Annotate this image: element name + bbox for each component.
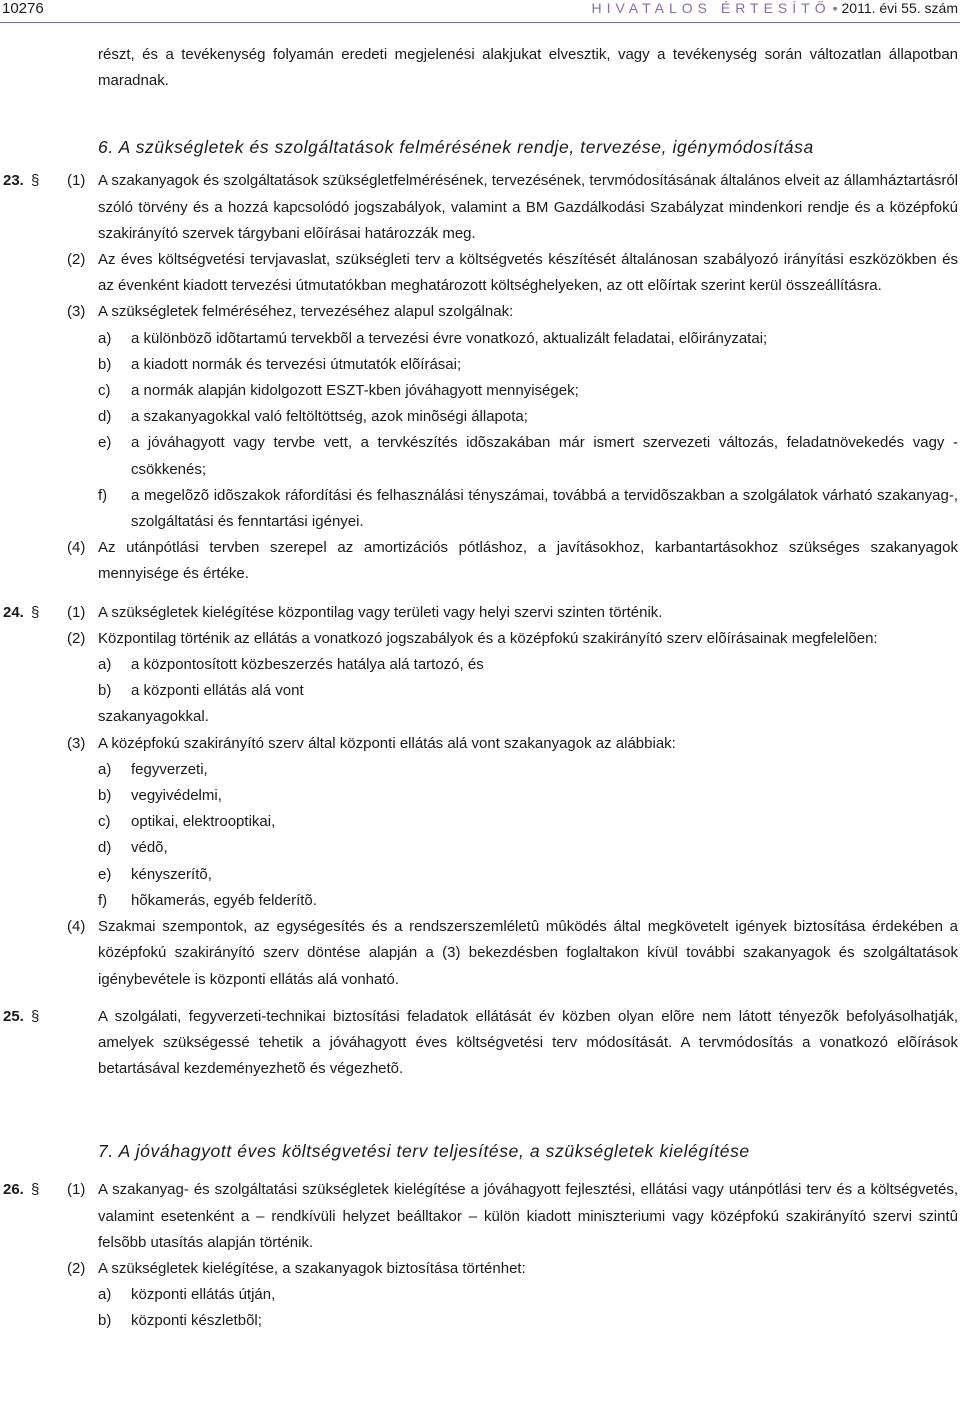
paragraph-text: Az utánpótlási tervben szerepel az amortizációs pótláshoz, a javításokhoz, karbantartásokhoz szükséges szakanyagok mennyisége és értéke. [98,539,958,583]
section-number: 24. [3,603,24,621]
item-label: e) [98,434,112,452]
paragraph-text: A szükségletek felméréséhez, tervezéséhez alapul szolgálnak: [98,303,514,321]
list-item [0,352,960,378]
item-text: a szakanyagokkal való feltöltöttség, azok minõségi állapota; [131,408,528,426]
item-label: d) [98,408,112,426]
section-number: 23. [3,172,24,190]
item-text: a jóváhagyott vagy tervbe vett, a tervkészítés idõszakában már ismert szervezeti változás, feladatnövekedés vagy -csökkenés; [131,434,958,478]
item-label: e) [98,865,112,883]
item-text: a normák alapján kidolgozott ESZT-kben jóváhagyott mennyiségek; [131,382,579,400]
item-text: hõkamerás, egyéb felderítõ. [131,891,317,909]
list-item [0,862,960,888]
list-item [0,378,960,404]
list-item [0,483,960,535]
list-item [0,1282,960,1308]
publication-name: HIVATALOS ÉRTESÍTŐ [591,0,831,16]
item-text: központi készletbõl; [131,1312,262,1330]
list-item [0,757,960,783]
paragraph-number: (3) [67,303,86,321]
paragraph-4 [0,914,960,993]
item-label: d) [98,839,112,857]
item-label: a) [98,329,112,347]
item-label: a) [98,760,112,778]
paragraph-text: A szakanyag- és szolgáltatási szükségletek kielégítése a jóváhagyott fejlesztési, ellátási vagy utánpótlási terv és a költségvetés, valamint esetenként a – rendkívüli helyzet beálltakor – külön kiadott miniszteriumi vagy középfokú szakirányító szervi szintû felsõbb utasítás alapján történik. [98,1181,958,1251]
chapter-6-title: 6. A szükségletek és szolgáltatások felmérésének rendje, tervezése, igénymódosítása [98,137,814,158]
header-rule [0,22,960,23]
section-symbol: § [31,603,40,621]
item-label: f) [98,891,108,909]
list-item [0,1308,960,1334]
item-label: f) [98,486,108,504]
page-number: 10276 [2,0,44,17]
item-text: vegyivédelmi, [131,787,222,805]
item-text: védõ, [131,839,168,857]
list-item [0,430,960,482]
paragraph-3 [0,731,960,757]
paragraph-text: A szükségletek kielégítése, a szakanyagok biztosítása történhet: [98,1259,526,1277]
paragraph-1 [0,1177,960,1256]
list-item [0,652,960,678]
paragraph-text: Az éves költségvetési tervjavaslat, szükségleti terv a költségvetés készítését általánosan szabályozó irányítási eszközökben és az évenként kiadott tervezési útmutatókban meghatározott költséghelyeken, az ott elõírtak szerint kerül összeállításra. [98,251,958,295]
paragraph-text: Központilag történik az ellátás a vonatkozó jogszabályok és a középfokú szakirányító szerv elõírásainak megfelelõen: [98,629,878,647]
paragraph-number: (3) [67,734,86,752]
section-24 [0,600,960,993]
paragraph-number: (4) [67,918,86,936]
paragraph-number: (2) [67,251,86,269]
item-text: a kiadott normák és tervezési útmutatók elõírásai; [131,355,462,373]
item-text: a különbözõ idõtartamú tervekbõl a tervezési évre vonatkozó, aktualizált feladatai, elõirányzatai; [131,329,768,347]
item-label: b) [98,682,112,700]
item-text: optikai, elektrooptikai, [131,813,276,831]
paragraph-text: A középfokú szakirányító szerv által központi ellátás alá vont szakanyagok az alábbiak: [98,734,676,752]
list-item [0,888,960,914]
page-content [0,42,960,1335]
item-label: a) [98,1286,112,1304]
paragraph-2 [0,626,960,652]
item-text: a központosított közbeszerzés hatálya alá tartozó, és [131,656,484,674]
item-label: c) [98,813,111,831]
list-item [0,835,960,861]
paragraph-text: A szolgálati, fegyverzeti-technikai biztosítási feladatok ellátását év közben olyan elõre nem látott tényezõk befolyásolhatják, amelyek szükségessé tehetik a jóváhagyott éves költségvetési terv módosítását. A tervmódosítás a vonatkozó elõírások betartásával kezdeményezhetõ és végezhetõ. [98,1007,958,1078]
item-label: b) [98,355,112,373]
closing-text: szakanyagokkal. [98,708,209,726]
item-text: központi ellátás útján, [131,1286,276,1304]
list-item [0,678,960,704]
paragraph-number: (4) [67,539,86,557]
list-item [0,326,960,352]
item-text: a megelõzõ idõszakok ráfordítási és felhasználási tényszámai, továbbá a tervidõszakban a szolgálatok várható szakanyag-, szolgáltatási és fenntartási igényei. [131,486,958,531]
paragraph-3 [0,299,960,325]
section-number: 25. [3,1007,24,1025]
list-item [0,783,960,809]
paragraph-1 [0,600,960,626]
item-text: fegyverzeti, [131,760,208,778]
paragraph-number: (1) [67,603,86,621]
paragraph-number: (2) [67,1259,86,1277]
paragraph-2 [0,247,960,299]
paragraph-number: (1) [67,172,86,190]
item-label: a) [98,656,112,674]
page-header [0,0,960,22]
paragraph-2 [0,1256,960,1282]
list-item [0,404,960,430]
section-26 [0,1177,960,1334]
paragraph-1 [0,168,960,247]
item-label: b) [98,787,112,805]
section-number: 26. [3,1181,24,1199]
section-symbol: § [31,172,40,190]
section-symbol: § [31,1181,40,1199]
item-label: c) [98,382,111,400]
issue-label: 2011. évi 55. szám [841,0,958,16]
section-symbol: § [31,1007,40,1025]
item-text: kényszerítõ, [131,865,212,883]
item-label: b) [98,1312,112,1330]
header-right [592,0,959,16]
section-25 [0,1004,960,1083]
section-23 [0,168,960,587]
list-item [0,809,960,835]
paragraph-number: (2) [67,629,86,647]
paragraph-text: A szakanyagok és szolgáltatások szükségletfelmérésének, tervezésének, tervmódosításának általános elveit az államháztartásról szóló törvény és a hozzá kapcsolódó jogszabályok, valamint a BM Gazdálkodási Szabályzat mindenkori rendje és a középfokú szakirányító szervek tárgybani elõírásai határozzák meg. [98,172,958,242]
paragraph-number: (1) [67,1181,86,1199]
bullet-separator-icon: • [832,0,838,16]
continuation-text: részt, és a tevékenység folyamán eredeti megjelenési alakjukat elvesztik, vagy a tevékenység során változatlan állapotban maradnak. [98,46,958,90]
chapter-7-title: 7. A jóváhagyott éves költségvetési terv teljesítése, a szükségletek kielégítése [98,1141,750,1162]
paragraph-4 [0,535,960,587]
paragraph-text: A szükségletek kielégítése központilag vagy területi vagy helyi szervi szinten történik. [98,603,663,621]
paragraph-text: Szakmai szempontok, az egységesítés és a rendszerszemléletû mûködés által megkövetelt igények biztosítása érdekében a középfokú szakirányító szerv döntése alapján a (3) bekezdésben foglaltakon kívül további szakanyagok és szolgáltatások igénybevétele is központi ellátás alá vonható. [98,918,958,988]
item-text: a központi ellátás alá vont [131,682,304,700]
